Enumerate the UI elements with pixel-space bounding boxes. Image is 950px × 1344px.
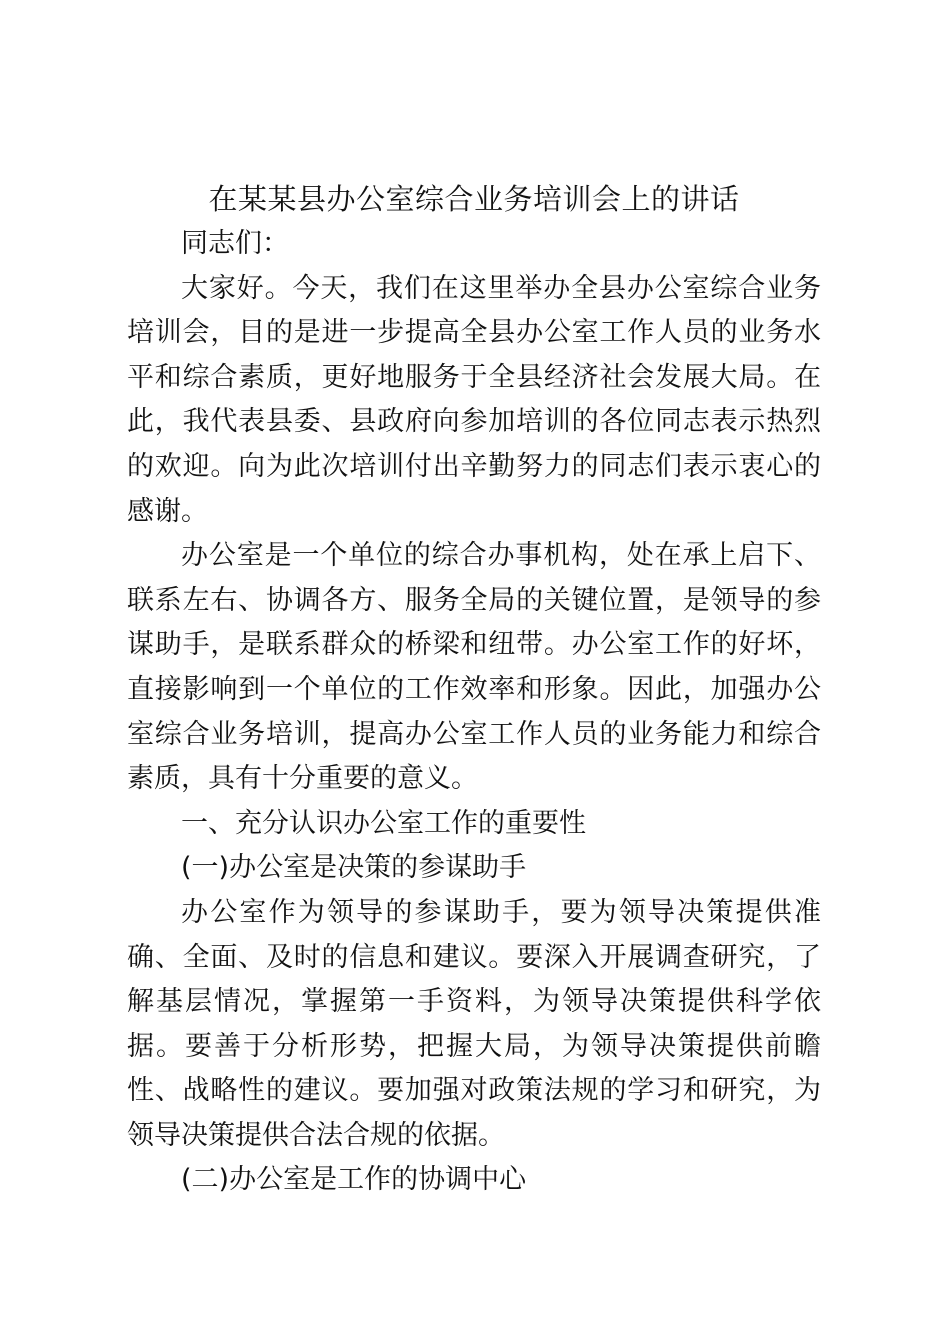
importance-paragraph: 办公室是一个单位的综合办事机构，处在承上启下、联系左右、协调各方、服务全局的关键位置，是领导的参谋助手，是联系群众的桥梁和纽带。办公室工作的好坏，直接影响到一个单位的工作效率和形象。因此，加强办公室综合业务培训，提高办公室工作人员的业务能力和综合素质，具有十分重要的意义。 [127,540,821,795]
subsection-heading-2: (二)办公室是工作的协调中心 [181,1164,527,1196]
subsection-1-paragraph: 办公室作为领导的参谋助手，要为领导决策提供准确、全面、及时的信息和建议。要深入开展调查研究，了解基层情况，掌握第一手资料，为领导决策提供科学依据。要善于分析形势，把握大局，为领导决策提供前瞻性、战略性的建议。要加强对政策法规的学习和研究，为领导决策提供合法合规的依据。 [127,896,821,1151]
section-heading-1: 一、充分认识办公室工作的重要性 [181,807,586,839]
speech-title: 在某某县办公室综合业务培训会上的讲话 [208,182,740,216]
subsection-heading-1: (一)办公室是决策的参谋助手 [181,852,527,884]
document-body [127,176,821,1203]
salutation: 同志们： [181,228,289,259]
opening-paragraph: 大家好。今天，我们在这里举办全县办公室综合业务培训会，目的是进一步提高全县办公室工作人员的业务水平和综合素质，更好地服务于全县经济社会发展大局。在此，我代表县委、县政府向参加培训的各位同志表示热烈的欢迎。向为此次培训付出辛勤努力的同志们表示衷心的感谢。 [127,272,821,527]
